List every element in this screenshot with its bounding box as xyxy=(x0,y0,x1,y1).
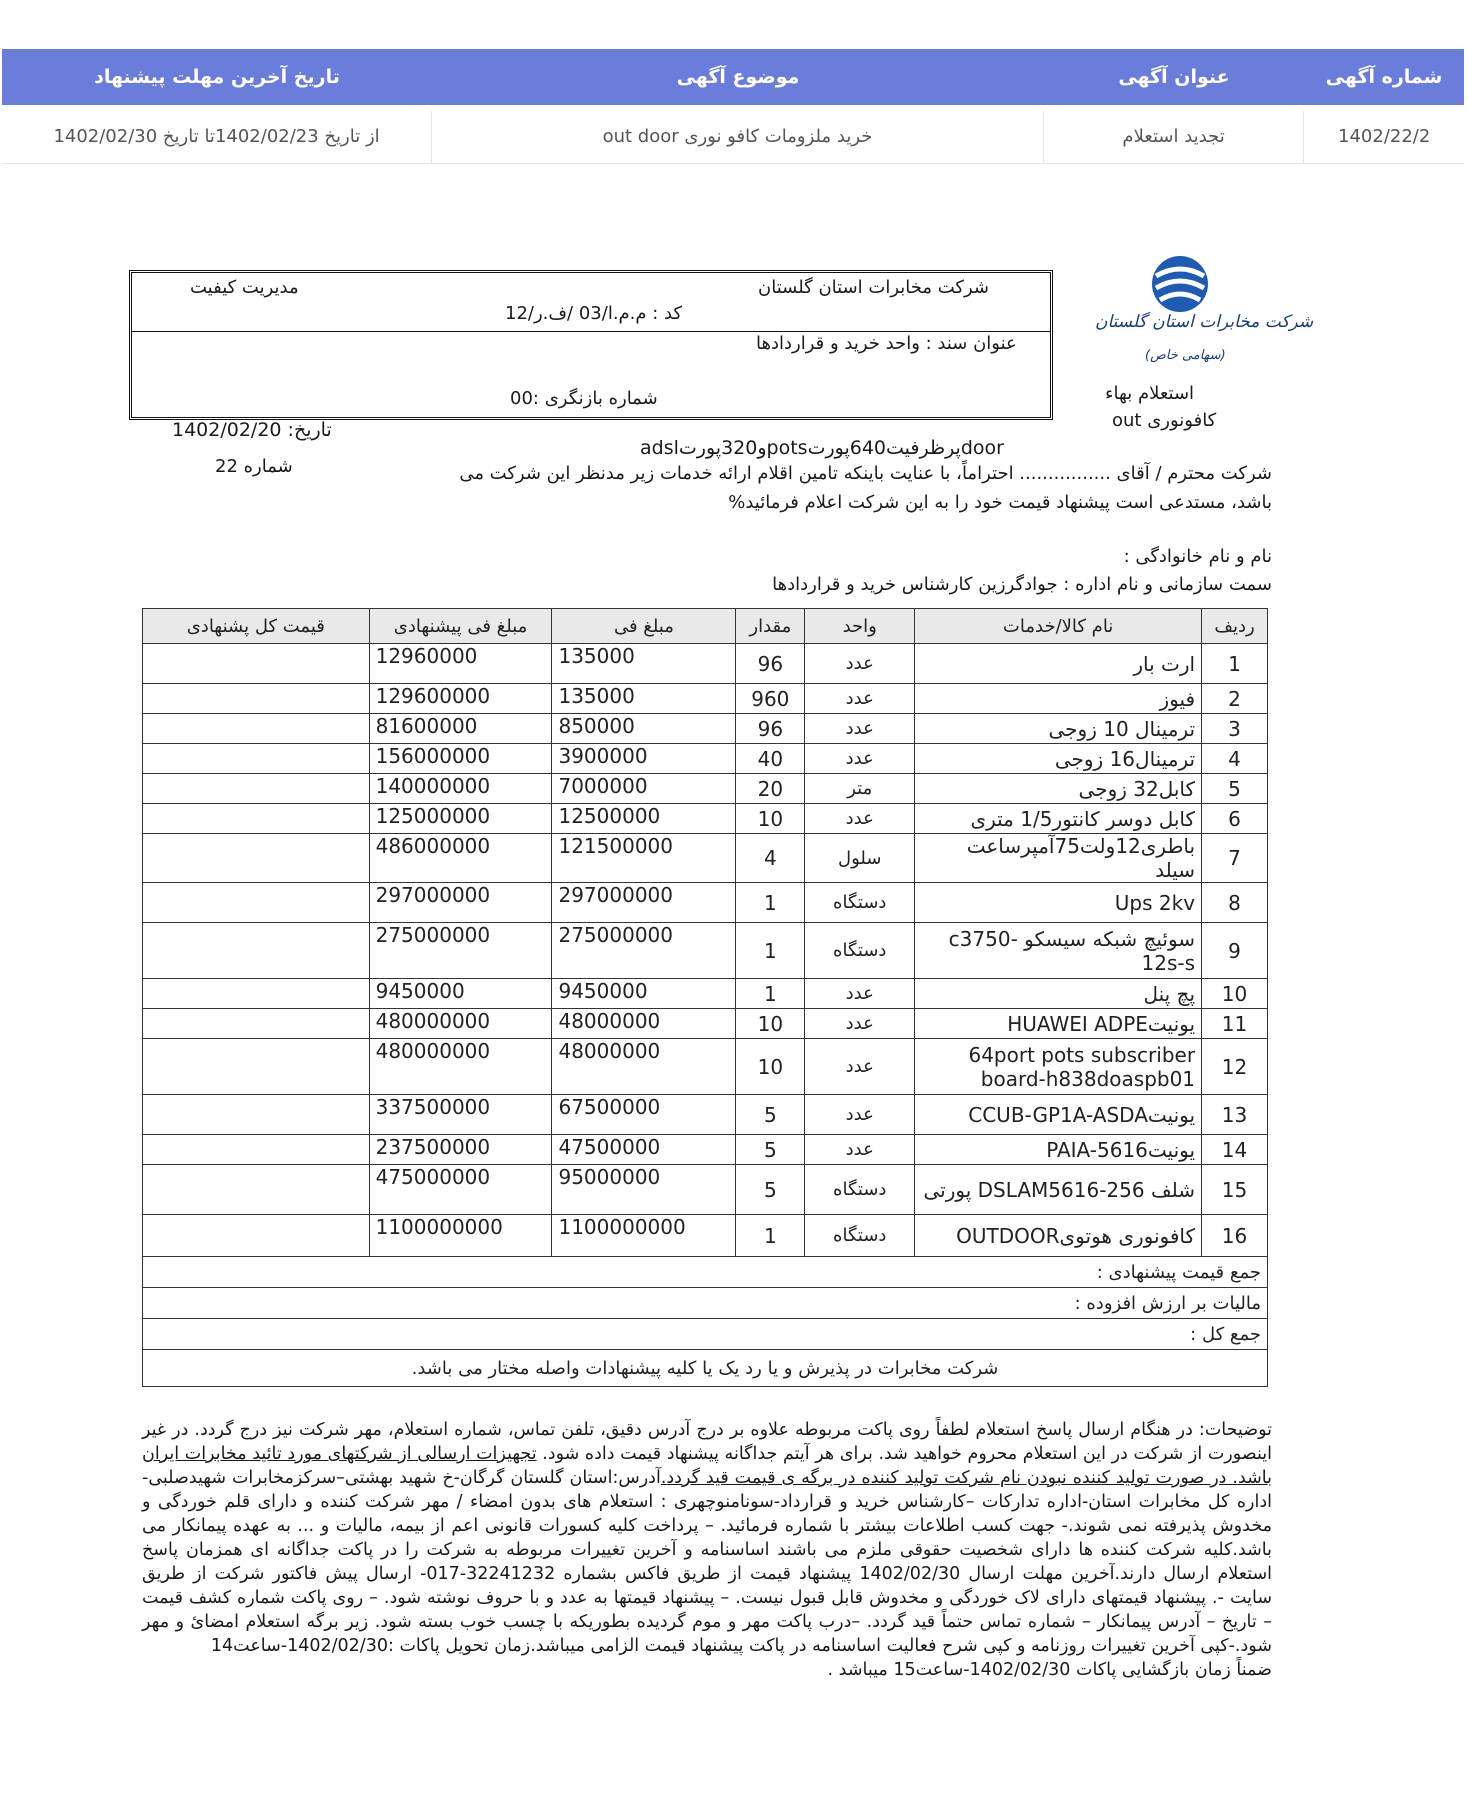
item-quantity: 96 xyxy=(736,714,805,744)
item-total xyxy=(143,1039,370,1095)
announcement-subject: خرید ملزومات کافو نوری out door xyxy=(431,111,1043,163)
table-row xyxy=(143,644,1268,684)
document-code: کد : م.م.ا/03 /ف.ر/12 xyxy=(505,303,683,324)
item-quantity: 10 xyxy=(736,1009,805,1039)
item-unit: عدد xyxy=(805,1039,915,1095)
item-name: Ups 2kv xyxy=(915,883,1202,923)
item-name: پچ پنل xyxy=(915,979,1202,1009)
company-name: شرکت مخابرات استان گلستان xyxy=(758,277,989,298)
item-unit-price: 12500000 xyxy=(552,804,736,834)
table-row xyxy=(143,834,1268,883)
item-name: ارت بار xyxy=(915,644,1202,684)
item-total xyxy=(143,834,370,883)
logo-subtext: (سهامی خاص) xyxy=(1145,348,1226,363)
item-unit: دستگاه xyxy=(805,923,915,979)
item-unit-price: 9450000 xyxy=(552,979,736,1009)
document-date: تاریخ: 1402/02/20 xyxy=(172,419,332,441)
item-offered-price: 9450000 xyxy=(369,979,552,1009)
table-row xyxy=(143,1215,1268,1257)
item-offered-price: 156000000 xyxy=(369,744,552,774)
item-unit: عدد xyxy=(805,1009,915,1039)
item-total xyxy=(143,804,370,834)
item-unit-price: 95000000 xyxy=(552,1165,736,1215)
item-unit-price: 135000 xyxy=(552,644,736,684)
department: مدیریت کیفیت xyxy=(190,277,299,298)
item-unit: دستگاه xyxy=(805,1215,915,1257)
item-unit: عدد xyxy=(805,1135,915,1165)
item-unit-price: 121500000 xyxy=(552,834,736,883)
header-unit: واحد xyxy=(805,609,915,644)
item-unit: عدد xyxy=(805,644,915,684)
row-number: 14 xyxy=(1202,1135,1268,1165)
item-offered-price: 475000000 xyxy=(369,1165,552,1215)
item-name: ترمینال16 زوجی xyxy=(915,744,1202,774)
item-total xyxy=(143,979,370,1009)
col-title-heading: عنوان آگهی xyxy=(1118,66,1230,88)
items-table xyxy=(142,608,1268,1387)
item-total xyxy=(143,1165,370,1215)
item-name: کابل دوسر کانتور1/5 متری xyxy=(915,804,1202,834)
item-offered-price: 480000000 xyxy=(369,1039,552,1095)
item-unit-price: 7000000 xyxy=(552,774,736,804)
item-unit-price: 67500000 xyxy=(552,1095,736,1135)
table-row xyxy=(143,883,1268,923)
name-label: نام و نام خانوادگی : xyxy=(1123,546,1272,567)
announcement-number: 1402/22/2 xyxy=(1303,111,1464,163)
greeting-line-1: شرکت محترم / آقای ................ احتراماً، با عنایت باینکه تامین اقلام ارائه خدمات زیر مدنظر این شرکت می xyxy=(459,463,1272,484)
table-row xyxy=(143,684,1268,714)
disclaimer: شرکت مخابرات در پذیرش و یا رد یک یا کلیه پیشنهادات واصله مختار می باشد. xyxy=(143,1350,1268,1387)
item-quantity: 10 xyxy=(736,1039,805,1095)
row-number: 6 xyxy=(1202,804,1268,834)
notes-paragraph-2: ضمناً زمان بازگشایی پاکات 1402/02/30-ساعت15 میباشد . xyxy=(827,1660,1272,1680)
row-number: 9 xyxy=(1202,923,1268,979)
item-quantity: 4 xyxy=(736,834,805,883)
item-total xyxy=(143,774,370,804)
item-quantity: 5 xyxy=(736,1165,805,1215)
logo-text: شرکت مخابرات استان گلستان xyxy=(1095,312,1314,332)
row-number: 4 xyxy=(1202,744,1268,774)
row-number: 7 xyxy=(1202,834,1268,883)
item-unit-price: 48000000 xyxy=(552,1009,736,1039)
item-quantity: 10 xyxy=(736,804,805,834)
header-quantity: مقدار xyxy=(736,609,805,644)
item-unit: عدد xyxy=(805,979,915,1009)
item-unit-price: 275000000 xyxy=(552,923,736,979)
item-offered-price: 337500000 xyxy=(369,1095,552,1135)
item-name: یونیتHUAWEI ADPE xyxy=(915,1009,1202,1039)
item-unit: دستگاه xyxy=(805,1165,915,1215)
col-number-heading: شماره آگهی xyxy=(1325,66,1443,88)
item-offered-price: 125000000 xyxy=(369,804,552,834)
item-name: باطری12ولت75آمپرساعت سیلد xyxy=(915,834,1202,883)
item-unit: سلول xyxy=(805,834,915,883)
item-unit-price: 3900000 xyxy=(552,744,736,774)
row-number: 3 xyxy=(1202,714,1268,744)
row-number: 11 xyxy=(1202,1009,1268,1039)
item-quantity: 96 xyxy=(736,644,805,684)
item-offered-price: 237500000 xyxy=(369,1135,552,1165)
item-unit-price: 48000000 xyxy=(552,1039,736,1095)
item-unit: عدد xyxy=(805,714,915,744)
item-quantity: 1 xyxy=(736,1215,805,1257)
item-name: شلف DSLAM5616-256 پورتی xyxy=(915,1165,1202,1215)
notes-paragraph-1 xyxy=(142,1418,1272,1658)
item-quantity: 1 xyxy=(736,923,805,979)
notes-underlined: تجهیزات ارسالی از شرکتهای مورد تائید مخابرات ایران باشد. در صورت تولید کننده نبودن نام شرکت تولید کننده در برگه ی قیمت قید گردد. xyxy=(142,1444,1273,1488)
item-name: سوئیچ شبکه سیسکو -c3750 12s-s xyxy=(915,923,1202,979)
header-unit-price: مبلغ فی xyxy=(552,609,736,644)
row-number: 15 xyxy=(1202,1165,1268,1215)
item-name: یونیتPAIA-5616 xyxy=(915,1135,1202,1165)
col-deadline-heading: تاریخ آخرین مهلت پیشنهاد xyxy=(94,66,340,88)
frame-divider xyxy=(132,331,1050,332)
table-row xyxy=(143,774,1268,804)
notes-section xyxy=(142,1418,1272,1682)
row-number: 5 xyxy=(1202,774,1268,804)
item-quantity: 5 xyxy=(736,1095,805,1135)
item-total xyxy=(143,1009,370,1039)
notes-intro: توضیحات: در هنگام ارسال پاسخ استعلام لطفاً روی پاکت مربوطه علاوه بر درج آدرس دقیق، تلفن تماس، شماره استعلام، مهر شرکت نیز درج گردد. در غیر اینصورت از شرکت در این استعلام محروم خواهید شد. برای هر آیتم جداگانه پیشنهاد قیمت داده شود. xyxy=(142,1420,1272,1464)
item-total xyxy=(143,923,370,979)
table-row xyxy=(143,1039,1268,1095)
item-name: فیوز xyxy=(915,684,1202,714)
item-unit-price: 135000 xyxy=(552,684,736,714)
item-unit: عدد xyxy=(805,684,915,714)
notes-body: آدرس:استان گلستان گرگان-خ شهید بهشتی–سرکزمخابرات شهیدصلبی-اداره کل مخابرات استان-اداره تدارکات –کارشناس خرید و قرارداد-سونامنوچهری : استعلام های بدون امضاء / مهر شرکت کننده و دارای قلم خوردگی و مخدوش پذیرفته نمی شوند.- جهت کسب اطلاعات بیشتر با شماره فرمائید. – پرداخت کلیه کسورات قانونی اعم از بیمه، مالیات و ... به عهده پیمانکار می باشد.کلیه شرکت کننده ها دارای شخصیت حقوقی ملزم می باشند اساسنامه و آخرین تغییرات مربوطه به شرکت را در پاکت جداگانه ای همزمان پاسخ استعلام ارسال دارند.آخرین مهلت ارسال 1402/02/30 پیشنهاد قیمت از طریق فاکس بشماره 32241232-017- ارسال پیش فاکتور شرکت از طریق سایت -. پیشنهاد قیمتهای دارای لاک خوردگی و مخدوش قابل قبول نیست. – پیشنهاد قیمتها به عدد و با حروف نوشته شود. – روی پاکت شماره کشف قیمت – تاریخ – آدرس پیمانکار – شماره تماس حتماً قید گردد. –درب پاکت مهر و موم گردیده بطوریکه با چسب خوب بسته شود. زیر برگه استعلام امضائ و مهر شود.-کپی آخرین تغییرات روزنامه و کپی شرح فعالیت اساسنامه در پاکت پیشنهاد قیمت الزامی میباشد.زمان تحویل پاکات :1402/02/30-ساعت14 xyxy=(142,1468,1272,1656)
col-subject-heading: موضوع آگهی xyxy=(676,66,800,88)
table-row xyxy=(143,923,1268,979)
inquiry-line-3: doorپرظرفیت640پورتpotsو320پورتadsl xyxy=(640,437,1004,459)
header-row-number: ردیف xyxy=(1202,609,1268,644)
item-name: کابل32 زوجی xyxy=(915,774,1202,804)
item-name: یونیتCCUB-GP1A-ASDA xyxy=(915,1095,1202,1135)
item-offered-price: 275000000 xyxy=(369,923,552,979)
announcement-deadline: از تاریخ 1402/02/23تا تاریخ 1402/02/30 xyxy=(53,126,380,147)
item-unit: متر xyxy=(805,774,915,804)
inquiry-line-2: کافونوری out xyxy=(1112,410,1217,431)
sum-offer-label: جمع قیمت پیشنهادی : xyxy=(143,1257,1268,1288)
row-number: 16 xyxy=(1202,1215,1268,1257)
item-unit-price: 297000000 xyxy=(552,883,736,923)
item-quantity: 1 xyxy=(736,979,805,1009)
item-name: ترمینال 10 زوجی xyxy=(915,714,1202,744)
item-total xyxy=(143,744,370,774)
table-row xyxy=(143,1135,1268,1165)
inquiry-line-1: استعلام بهاء xyxy=(1105,383,1195,404)
item-total xyxy=(143,714,370,744)
item-quantity: 20 xyxy=(736,774,805,804)
revision-number: شماره بازنگری :00 xyxy=(510,388,658,409)
row-number: 12 xyxy=(1202,1039,1268,1095)
table-row xyxy=(143,714,1268,744)
row-number: 10 xyxy=(1202,979,1268,1009)
item-offered-price: 12960000 xyxy=(369,644,552,684)
row-number: 8 xyxy=(1202,883,1268,923)
greeting-line-2: باشد، مستدعی است پیشنهاد قیمت خود را به این شرکت اعلام فرمائید% xyxy=(728,492,1272,513)
row-number: 1 xyxy=(1202,644,1268,684)
item-name: 64port pots subscriber board-h838doaspb01 xyxy=(915,1039,1202,1095)
item-name: کافونوری هوتویOUTDOOR xyxy=(915,1215,1202,1257)
item-offered-price: 480000000 xyxy=(369,1009,552,1039)
item-unit: عدد xyxy=(805,804,915,834)
item-quantity: 1 xyxy=(736,883,805,923)
item-unit-price: 47500000 xyxy=(552,1135,736,1165)
item-quantity: 40 xyxy=(736,744,805,774)
table-header-row xyxy=(143,609,1268,644)
table-row xyxy=(143,744,1268,774)
header-offered-price: مبلغ فی پیشنهادی xyxy=(369,609,552,644)
table-row xyxy=(143,1095,1268,1135)
announcement-title: تجدید استعلام xyxy=(1043,111,1303,163)
item-quantity: 960 xyxy=(736,684,805,714)
item-offered-price: 129600000 xyxy=(369,684,552,714)
vat-label: مالیات بر ارزش افزوده : xyxy=(143,1288,1268,1319)
item-total xyxy=(143,644,370,684)
table-row xyxy=(143,1009,1268,1039)
header-item-name: نام کالا/خدمات xyxy=(915,609,1202,644)
position-label: سمت سازمانی و نام اداره : جوادگرزین کارشناس خرید و قراردادها xyxy=(772,574,1272,595)
table-row xyxy=(143,979,1268,1009)
table-row xyxy=(143,804,1268,834)
item-unit: عدد xyxy=(805,744,915,774)
item-unit-price: 1100000000 xyxy=(552,1215,736,1257)
document-title: عنوان سند : واحد خرید و قراردادها xyxy=(756,333,1017,354)
item-total xyxy=(143,684,370,714)
grand-total-label: جمع کل : xyxy=(143,1319,1268,1350)
row-number: 13 xyxy=(1202,1095,1268,1135)
document-number: شماره 22 xyxy=(215,456,293,477)
item-offered-price: 297000000 xyxy=(369,883,552,923)
item-offered-price: 486000000 xyxy=(369,834,552,883)
item-total xyxy=(143,883,370,923)
item-total xyxy=(143,1135,370,1165)
table-row xyxy=(143,1165,1268,1215)
item-offered-price: 81600000 xyxy=(369,714,552,744)
item-quantity: 5 xyxy=(736,1135,805,1165)
item-total xyxy=(143,1215,370,1257)
item-unit: عدد xyxy=(805,1095,915,1135)
item-unit-price: 850000 xyxy=(552,714,736,744)
item-offered-price: 1100000000 xyxy=(369,1215,552,1257)
item-offered-price: 140000000 xyxy=(369,774,552,804)
item-total xyxy=(143,1095,370,1135)
header-total-offer: قیمت کل پشنهادی xyxy=(143,609,370,644)
item-unit: دستگاه xyxy=(805,883,915,923)
row-number: 2 xyxy=(1202,684,1268,714)
